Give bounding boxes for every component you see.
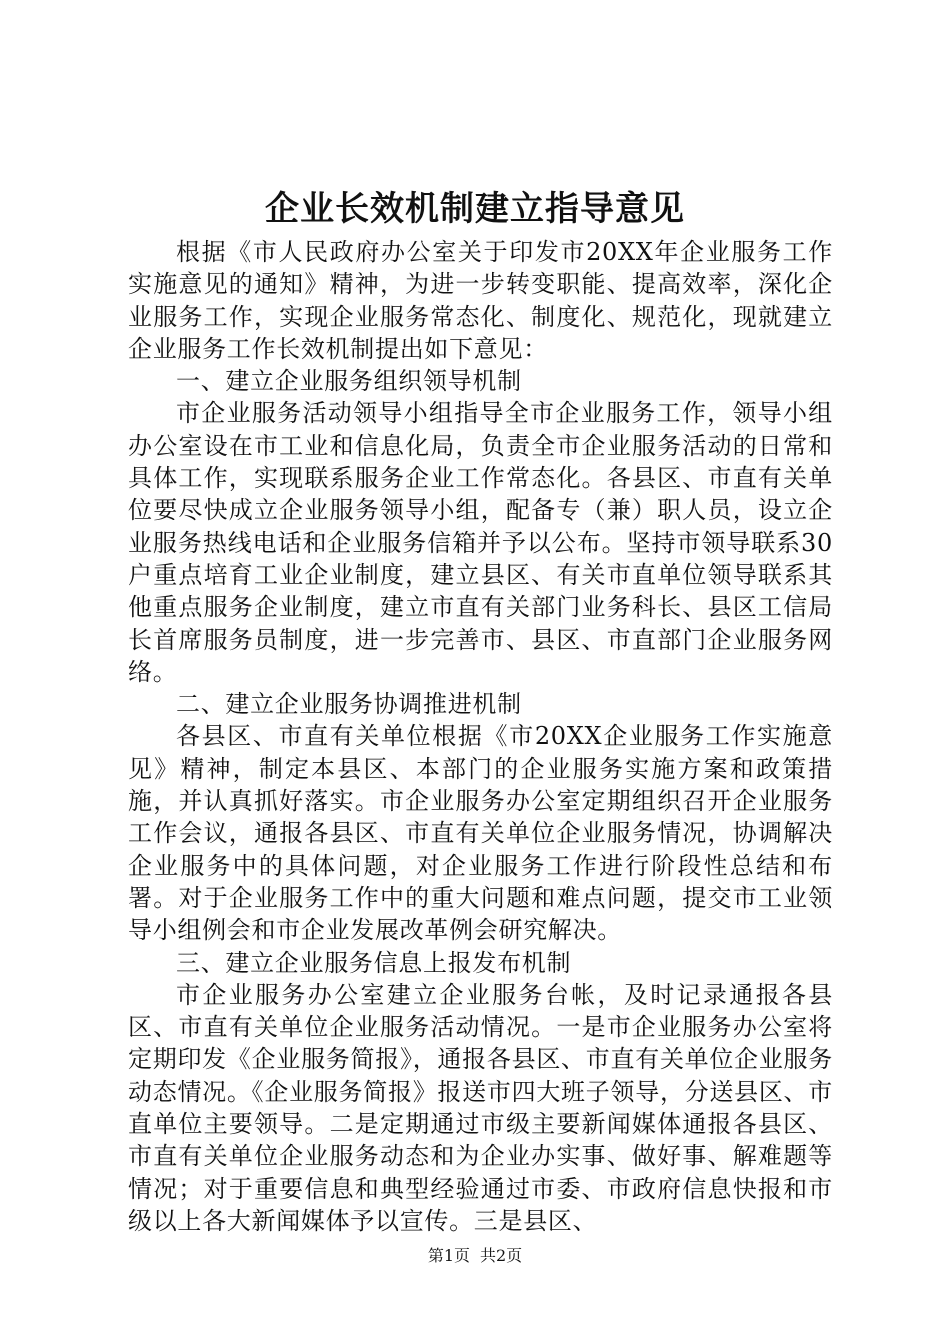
page-total: 共2页 [480,1246,523,1265]
page-number: 第1页 [427,1246,470,1265]
section-heading-3: 三、建立企业服务信息上报发布机制 [176,948,572,977]
paragraph-intro: 根据《市人民政府办公室关于印发市20XX年企业服务工作实施意见的通知》精神，为进一步转变职能、提高效率，深化企业服务工作，实现企业服务常态化、制度化、规范化，现就建立企业服务工作长效机制提出如下意见： [128,238,833,363]
section-heading-2: 二、建立企业服务协调推进机制 [176,690,522,719]
paragraph-section-2: 各县区、市直有关单位根据《市20XX企业服务工作实施意见》精神，制定本县区、本部门的企业服务实施方案和政策措施，并认真抓好落实。市企业服务办公室定期组织召开企业服务工作会议，通报各县区、市直有关单位企业服务情况，协调解决企业服务中的具体问题，对企业服务工作进行阶段性总结和布署。对于企业服务工作中的重大问题和难点问题，提交市工业领导小组例会和市企业发展改革例会研究解决。 [128,722,833,945]
document-title: 企业长效机制建立指导意见 [265,189,685,229]
page-footer [0,1244,950,1268]
section-heading-1: 一、建立企业服务组织领导机制 [176,367,522,396]
paragraph-section-1: 市企业服务活动领导小组指导全市企业服务工作，领导小组办公室设在市工业和信息化局，负责全市企业服务活动的日常和具体工作，实现联系服务企业工作常态化。各县区、市直有关单位要尽快成立企业服务领导小组，配备专（兼）职人员，设立企业服务热线电话和企业服务信箱并予以公布。坚持市领导联系30户重点培育工业企业制度，建立县区、有关市直单位领导联系其他重点服务企业制度，建立市直有关部门业务科长、县区工信局长首席服务员制度，进一步完善市、县区、市直部门企业服务网络。 [128,399,833,686]
document-body [128,236,833,1237]
paragraph-section-3: 市企业服务办公室建立企业服务台帐，及时记录通报各县区、市直有关单位企业服务活动情况。一是市企业服务办公室将定期印发《企业服务简报》，通报各县区、市直有关单位企业服务动态情况。《企业服务简报》报送市四大班子领导，分送县区、市直单位主要领导。二是定期通过市级主要新闻媒体通报各县区、市直有关单位企业服务动态和为企业办实事、做好事、解难题等情况；对于重要信息和典型经验通过市委、市政府信息快报和市级以上各大新闻媒体予以宣传。三是县区、 [128,980,833,1235]
